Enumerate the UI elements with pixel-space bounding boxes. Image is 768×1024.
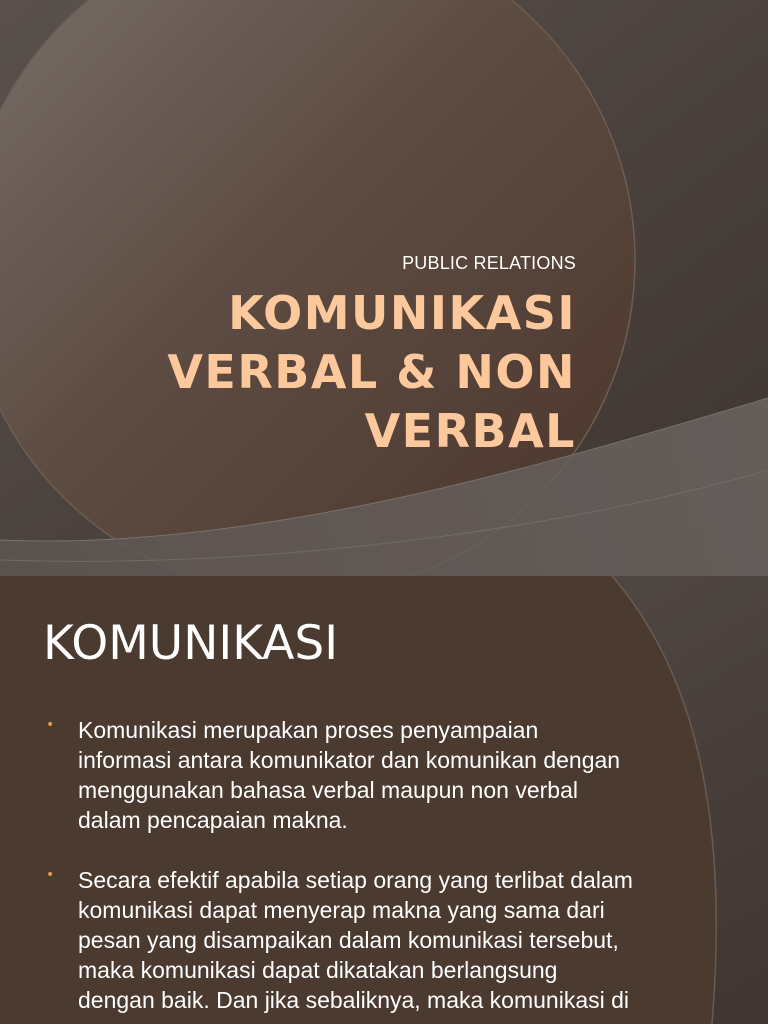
content-slide xyxy=(0,576,768,1024)
bullet-icon: • xyxy=(46,867,55,883)
text-line: Secara efektif apabila setiap orang yang terlibat dalam xyxy=(78,867,633,893)
text-line: komunikasi dapat menyerap makna yang sama dari xyxy=(78,897,605,923)
presentation-title xyxy=(56,284,576,461)
list-item xyxy=(44,865,704,1015)
text-line: pesan yang disampaikan dalam komunikasi tersebut, xyxy=(78,927,619,953)
bullet-text xyxy=(78,865,704,1015)
title-line: VERBAL xyxy=(364,404,576,458)
bullet-text xyxy=(78,715,704,835)
title-line: KOMUNIKASI xyxy=(228,286,576,340)
list-item xyxy=(44,715,704,835)
presentation-subtitle: PUBLIC RELATIONS xyxy=(402,253,576,273)
text-line: informasi antara komunikator dan komunikan dengan xyxy=(78,747,621,773)
bullet-icon: • xyxy=(46,717,55,733)
text-line: Komunikasi merupakan proses penyampaian xyxy=(78,717,539,743)
text-line: dengan baik. Dan jika sebaliknya, maka komunikasi di xyxy=(78,987,630,1013)
bullet-list xyxy=(44,715,704,1024)
slide-heading: KOMUNIKASI xyxy=(43,616,339,671)
text-line: maka komunikasi dapat dikatakan berlangsung xyxy=(78,957,558,983)
text-line: dalam pencapaian makna. xyxy=(78,807,348,833)
title-line: VERBAL & NON xyxy=(167,345,576,399)
text-line: menggunakan bahasa verbal maupun non verbal xyxy=(78,777,578,803)
